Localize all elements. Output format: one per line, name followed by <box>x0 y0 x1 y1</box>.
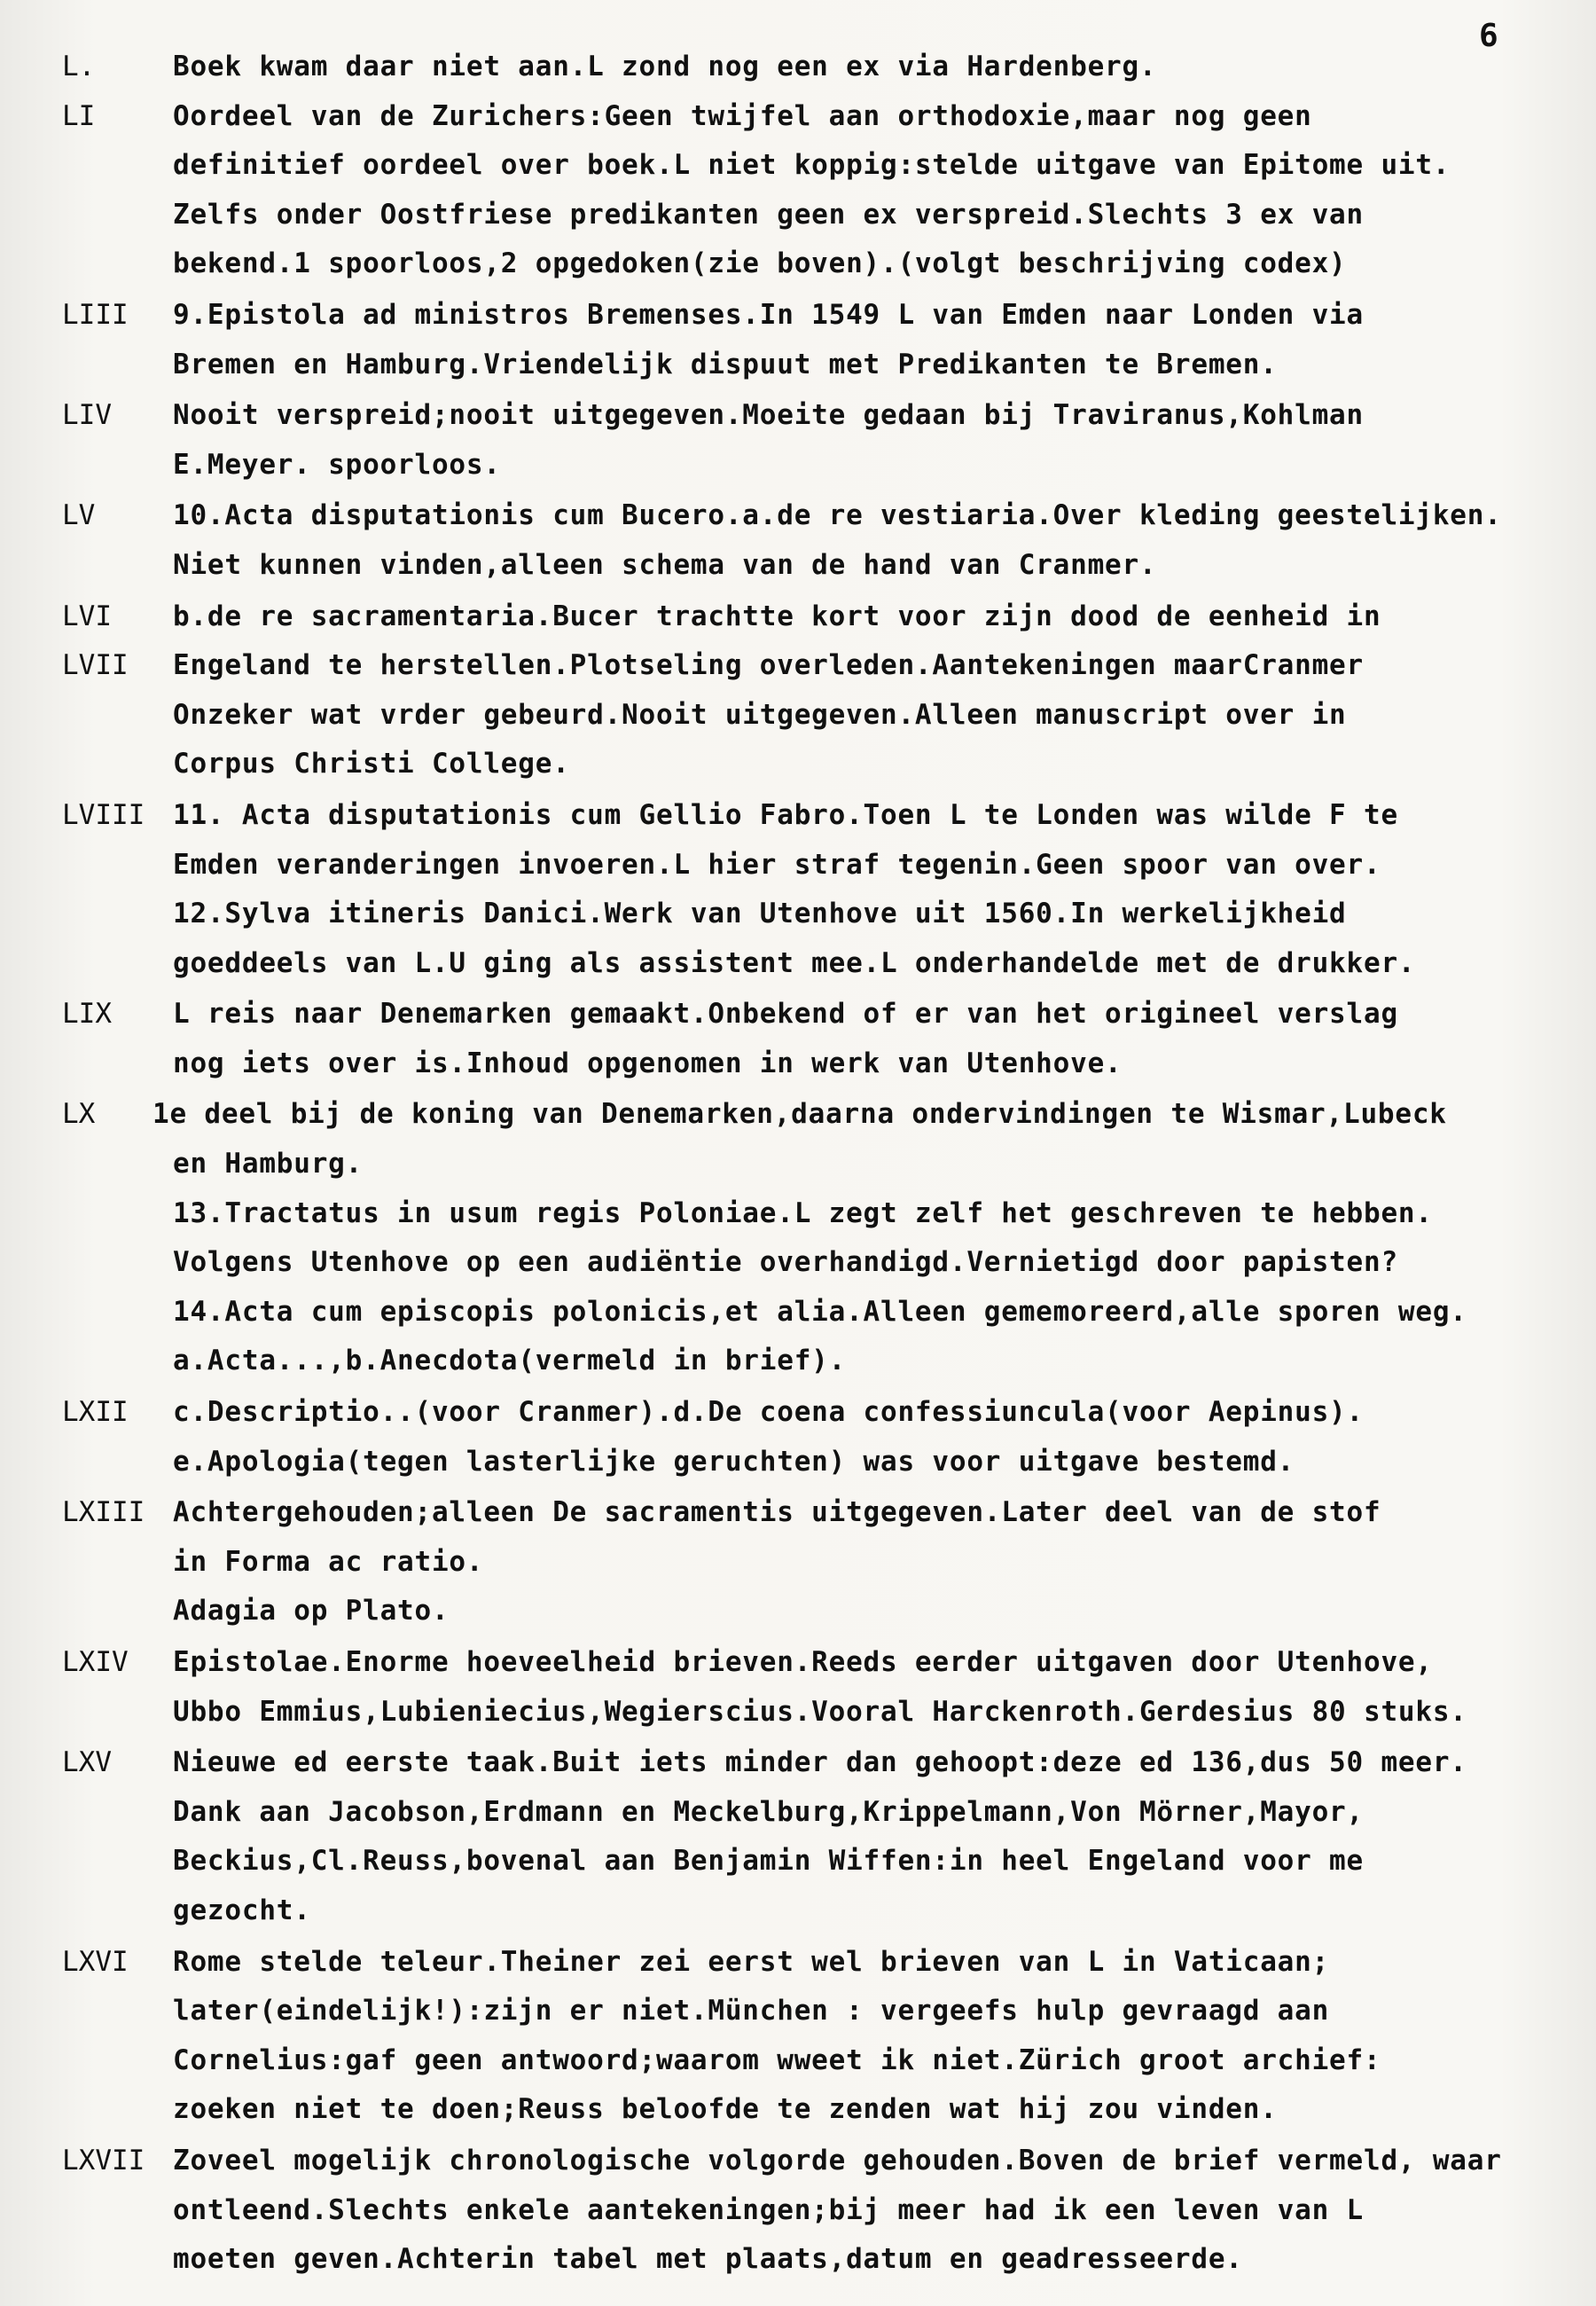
page-number: 6 <box>1479 18 1498 54</box>
line-text: later(eindelijk!):zijn er niet.München : vergeefs hulp gevraagd aan <box>173 1995 1330 2028</box>
text-line <box>0 890 1596 939</box>
text-line <box>0 1938 1596 1988</box>
text-line <box>0 1788 1596 1838</box>
text-line <box>0 541 1596 591</box>
margin-mark: LV <box>62 499 96 532</box>
line-text: Nieuwe ed eerste taak.Buit iets minder dan gehoopt:deze ed 136,dus 50 meer. <box>173 1746 1467 1779</box>
line-text: 14.Acta cum episcopis polonicis,et alia.Alleen gememoreerd,alle sporen weg. <box>173 1295 1467 1328</box>
line-text: 9.Epistola ad ministros Bremenses.In 1549 L van Emden naar Londen via <box>173 298 1364 331</box>
line-text: gezocht. <box>173 1894 311 1926</box>
text-line <box>0 641 1596 691</box>
line-text: in Forma ac ratio. <box>173 1545 484 1578</box>
margin-mark: LX <box>62 1098 96 1131</box>
line-text: Boek kwam daar niet aan.L zond nog een ex via Hardenberg. <box>173 51 1157 82</box>
text-line <box>0 1987 1596 2036</box>
line-text: Emden veranderingen invoeren.L hier straf tegenin.Geen spoor van over. <box>173 848 1381 881</box>
text-line <box>0 1189 1596 1239</box>
text-line <box>0 92 1596 142</box>
line-text: 1e deel bij de koning van Denemarken,daarna ondervindingen te Wismar,Lubeck <box>153 1098 1447 1131</box>
line-text: Zoveel mogelijk chronologische volgorde gehouden.Boven de brief vermeld, waar <box>173 2144 1502 2177</box>
text-line <box>0 291 1596 341</box>
margin-mark: L. <box>62 51 96 82</box>
margin-mark: LIV <box>62 399 112 432</box>
line-text: moeten geven.Achterin tabel met plaats,datum en geadresseerde. <box>173 2243 1243 2276</box>
margin-mark: LXV <box>62 1746 112 1779</box>
line-text: nog iets over is.Inhoud opgenomen in werk van Utenhove. <box>173 1047 1123 1079</box>
text-line <box>0 1337 1596 1386</box>
margin-mark: LVIII <box>62 798 145 831</box>
text-line <box>0 2235 1596 2285</box>
line-text: Cornelius:gaf geen antwoord;waarom wweet ik niet.Zürich groot archief: <box>173 2043 1381 2076</box>
text-line <box>0 441 1596 490</box>
text-line <box>0 239 1596 289</box>
text-line <box>0 1738 1596 1788</box>
line-text: definitief oordeel over boek.L niet koppig:stelde uitgave van Epitome uit. <box>173 149 1451 182</box>
line-text: E.Meyer. spoorloos. <box>173 448 501 481</box>
text-line <box>0 2036 1596 2086</box>
text-line <box>0 1587 1596 1636</box>
text-line <box>0 592 1596 642</box>
text-line <box>0 491 1596 541</box>
text-line <box>0 939 1596 989</box>
margin-mark: LVII <box>62 649 129 682</box>
text-line <box>0 391 1596 441</box>
text-line <box>0 841 1596 890</box>
margin-mark: LI <box>62 99 96 132</box>
line-text: Nooit verspreid;nooit uitgegeven.Moeite gedaan bij Traviranus,Kohlman <box>173 399 1364 432</box>
line-text: Zelfs onder Oostfriese predikanten geen ex verspreid.Slechts 3 ex van <box>173 198 1364 231</box>
text-line <box>0 1638 1596 1688</box>
margin-mark: LXVI <box>62 1945 129 1978</box>
line-text: ontleend.Slechts enkele aantekeningen;bij meer had ik een leven van L <box>173 2193 1364 2226</box>
text-line <box>0 43 1596 92</box>
line-text: Corpus Christi College. <box>173 748 570 780</box>
line-text: Oordeel van de Zurichers:Geen twijfel aan orthodoxie,maar nog geen <box>173 99 1312 132</box>
line-text: b.de re sacramentaria.Bucer trachtte kort voor zijn dood de eenheid in <box>173 600 1381 632</box>
line-text: 12.Sylva itineris Danici.Werk van Utenhove uit 1560.In werkelijkheid <box>173 898 1347 930</box>
line-text: c.Descriptio..(voor Cranmer).d.De coena confessiuncula(voor Aepinus). <box>173 1396 1364 1429</box>
line-text: Bremen en Hamburg.Vriendelijk dispuut met Predikanten te Bremen. <box>173 348 1278 380</box>
text-line <box>0 1886 1596 1936</box>
line-text: Engeland te herstellen.Plotseling overleden.Aantekeningen maarCranmer <box>173 649 1364 682</box>
margin-mark: LXIII <box>62 1496 145 1529</box>
line-text: Dank aan Jacobson,Erdmann en Meckelburg,Krippelmann,Von Mörner,Mayor, <box>173 1795 1364 1828</box>
text-line <box>0 1288 1596 1337</box>
text-line <box>0 1837 1596 1886</box>
line-text: Niet kunnen vinden,alleen schema van de hand van Cranmer. <box>173 548 1157 581</box>
line-text: L reis naar Denemarken gemaakt.Onbekend of er van het origineel verslag <box>173 998 1398 1031</box>
line-text: Volgens Utenhove op een audiëntie overhandigd.Vernietigd door papisten? <box>173 1246 1398 1279</box>
margin-mark: LXII <box>62 1396 129 1429</box>
line-text: Adagia op Plato. <box>173 1595 450 1628</box>
line-text: 11. Acta disputationis cum Gellio Fabro.Toen L te Londen was wilde F te <box>173 798 1398 831</box>
line-text: 13.Tractatus in usum regis Poloniae.L zegt zelf het geschreven te hebben. <box>173 1196 1433 1229</box>
line-text: Beckius,Cl.Reuss,bovenal aan Benjamin Wiffen:in heel Engeland voor me <box>173 1845 1364 1878</box>
margin-mark: LIX <box>62 998 112 1031</box>
text-line <box>0 791 1596 841</box>
line-text: Achtergehouden;alleen De sacramentis uitgegeven.Later deel van de stof <box>173 1496 1381 1529</box>
line-text: bekend.1 spoorloos,2 opgedoken(zie boven).(volgt beschrijving codex) <box>173 247 1347 280</box>
text-line <box>0 1688 1596 1737</box>
margin-mark: LVI <box>62 600 112 632</box>
text-line <box>0 1140 1596 1189</box>
line-text: en Hamburg. <box>173 1148 364 1180</box>
text-line <box>0 2085 1596 2135</box>
text-line <box>0 1438 1596 1487</box>
text-line <box>0 141 1596 191</box>
line-text: Onzeker wat vrder gebeurd.Nooit uitgegeven.Alleen manuscript over in <box>173 698 1347 731</box>
text-line <box>0 191 1596 240</box>
text-line <box>0 990 1596 1039</box>
line-text: 10.Acta disputationis cum Bucero.a.de re vestiaria.Over kleding geestelijken. <box>173 499 1502 532</box>
text-line <box>0 740 1596 789</box>
text-line <box>0 1039 1596 1089</box>
text-line <box>0 691 1596 741</box>
line-text: zoeken niet te doen;Reuss beloofde te zenden wat hij zou vinden. <box>173 2093 1278 2126</box>
text-line <box>0 1090 1596 1140</box>
line-text: Ubbo Emmius,Lubieniecius,Wegierscius.Vooral Harckenroth.Gerdesius 80 stuks. <box>173 1695 1467 1728</box>
margin-mark: LIII <box>62 298 129 331</box>
line-text: a.Acta...,b.Anecdota(vermeld in brief). <box>173 1345 847 1377</box>
line-text: goeddeels van L.U ging als assistent mee.L onderhandelde met de drukker. <box>173 946 1416 979</box>
margin-mark: LXIV <box>62 1646 129 1678</box>
line-text: Rome stelde teleur.Theiner zei eerst wel brieven van L in Vaticaan; <box>173 1945 1330 1978</box>
text-line <box>0 2137 1596 2186</box>
text-line <box>0 1238 1596 1288</box>
text-line <box>0 341 1596 390</box>
text-line <box>0 1488 1596 1538</box>
line-text: e.Apologia(tegen lasterlijke geruchten) was voor uitgave bestemd. <box>173 1445 1295 1478</box>
document-body <box>0 43 1596 2285</box>
line-text: Epistolae.Enorme hoeveelheid brieven.Reeds eerder uitgaven door Utenhove, <box>173 1646 1433 1678</box>
text-line <box>0 2186 1596 2236</box>
margin-mark: LXVII <box>62 2144 145 2177</box>
text-line <box>0 1538 1596 1588</box>
text-line <box>0 1388 1596 1438</box>
